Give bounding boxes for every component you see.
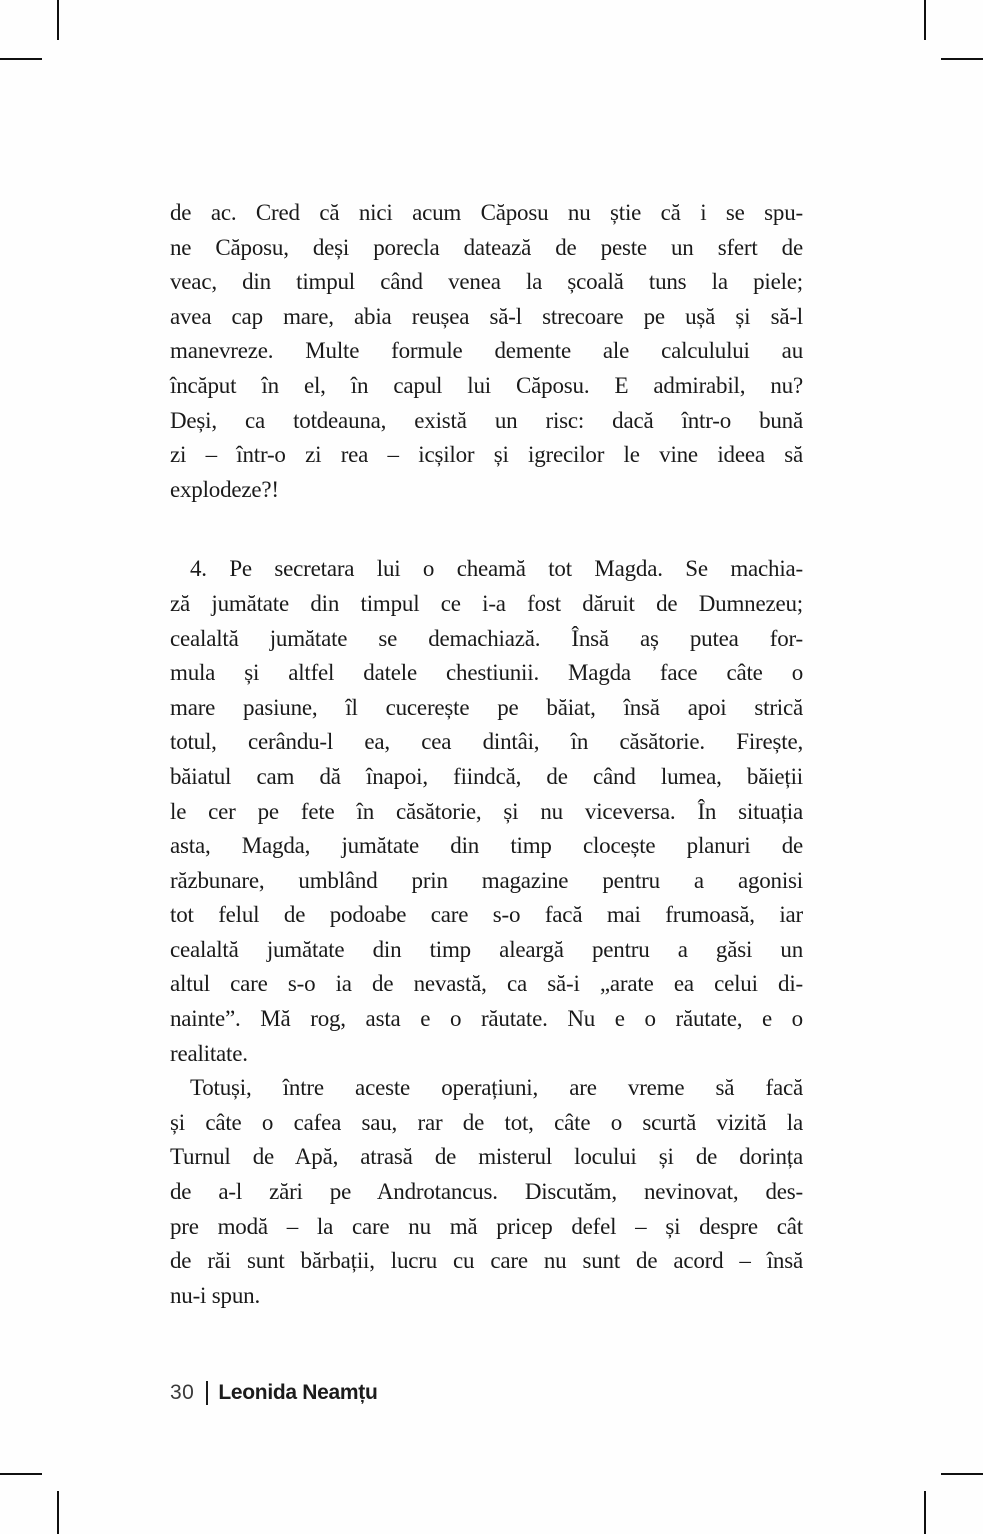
text-line: de a-l zări pe Androtancus. Discutăm, nevinovat, des- bbox=[170, 1179, 803, 1205]
paragraph bbox=[170, 552, 803, 1071]
text-line: zi – într-o zi rea – icșilor și igrecilor le vine ideea să bbox=[170, 442, 803, 468]
text-line: mare pasiune, îl cucerește pe băiat, însă apoi strică bbox=[170, 694, 803, 720]
author-name: Leonida Neamțu bbox=[218, 1381, 378, 1404]
crop-mark-top-right-vertical bbox=[924, 0, 926, 40]
text-line: asta, Magda, jumătate din timp clocește planuri de bbox=[170, 833, 803, 859]
page-text-block bbox=[170, 196, 803, 1313]
paragraph bbox=[170, 196, 803, 507]
page-footer bbox=[170, 1381, 378, 1405]
crop-mark-bottom-right-horizontal bbox=[941, 1473, 983, 1475]
crop-mark-bottom-left-vertical bbox=[57, 1491, 59, 1534]
text-line: mula și altfel datele chestiunii. Magda face câte o bbox=[170, 660, 803, 686]
paragraph bbox=[170, 1071, 803, 1313]
text-line: și câte o cafea sau, rar de tot, câte o scurtă vizită la bbox=[170, 1109, 803, 1135]
crop-mark-top-left-horizontal bbox=[0, 58, 42, 60]
page-number: 30 bbox=[170, 1381, 195, 1404]
text-line: le cer pe fete în căsătorie, și nu viceversa. În situația bbox=[170, 798, 803, 824]
text-line: avea cap mare, abia reușea să-l strecoare pe ușă și să-l bbox=[170, 303, 803, 329]
crop-mark-top-left-vertical bbox=[57, 0, 59, 40]
text-line: răzbunare, umblând prin magazine pentru a agonisi bbox=[170, 867, 803, 893]
crop-mark-bottom-left-horizontal bbox=[0, 1473, 42, 1475]
text-line: cealaltă jumătate din timp aleargă pentru a găsi un bbox=[170, 936, 803, 962]
text-line: nu-i spun. bbox=[170, 1282, 261, 1308]
text-line: încăput în el, în capul lui Căposu. E admirabil, nu? bbox=[170, 372, 803, 398]
text-line: băiatul cam dă înapoi, fiindcă, de când lumea, băieții bbox=[170, 763, 803, 789]
text-line: altul care s-o ia de nevastă, ca să-i „arate ea celui di- bbox=[170, 971, 803, 997]
crop-mark-top-right-horizontal bbox=[941, 58, 983, 60]
footer-divider bbox=[206, 1381, 208, 1405]
text-line: totul, cerându-l ea, cea dintâi, în căsătorie. Firește, bbox=[170, 729, 803, 755]
text-line: veac, din timpul când venea la școală tuns la piele; bbox=[170, 269, 803, 295]
text-line: explodeze?! bbox=[170, 476, 279, 502]
text-line: Totuși, între aceste operațiuni, are vreme să facă bbox=[190, 1075, 803, 1101]
text-line: de răi sunt bărbații, lucru cu care nu sunt de acord – însă bbox=[170, 1248, 803, 1274]
text-line: tot felul de podoabe care s-o facă mai frumoasă, iar bbox=[170, 902, 803, 928]
text-line: Deși, ca totdeauna, există un risc: dacă într-o bună bbox=[170, 407, 803, 433]
text-line: ne Căposu, deși porecla datează de peste un sfert de bbox=[170, 234, 803, 260]
text-line: pre modă – la care nu mă pricep defel – și despre cât bbox=[170, 1213, 803, 1239]
text-line: manevreze. Multe formule demente ale calculului au bbox=[170, 338, 803, 364]
text-line: ză jumătate din timpul ce i-a fost dăruit de Dumnezeu; bbox=[170, 590, 803, 616]
text-line: nainte”. Mă rog, asta e o răutate. Nu e o răutate, e o bbox=[170, 1006, 803, 1032]
text-line: Turnul de Apă, atrasă de misterul locului și de dorința bbox=[170, 1144, 803, 1170]
text-line: realitate. bbox=[170, 1040, 248, 1066]
crop-mark-bottom-right-vertical bbox=[924, 1491, 926, 1534]
text-line: de ac. Cred că nici acum Căposu nu știe că i se spu- bbox=[170, 200, 803, 225]
text-line: cealaltă jumătate se demachiază. Însă aș putea for- bbox=[170, 625, 803, 651]
text-line: 4. Pe secretara lui o cheamă tot Magda. Se machia- bbox=[190, 556, 803, 582]
